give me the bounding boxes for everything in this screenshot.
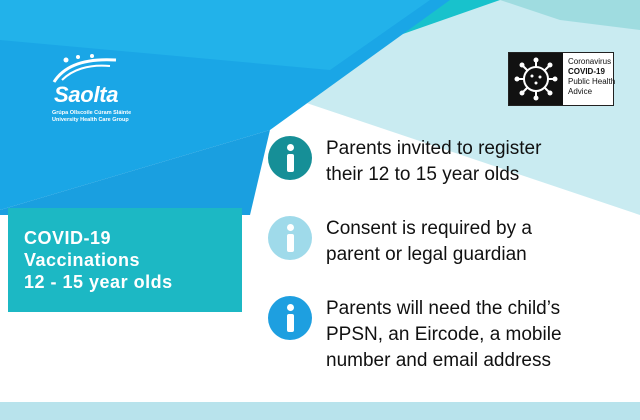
- info-icon: [268, 296, 312, 340]
- coronavirus-icon: [509, 53, 563, 105]
- info-text: [326, 216, 626, 268]
- title-line-2: Vaccinations: [24, 250, 141, 270]
- logo-line-english: University Health Care Group: [52, 117, 129, 123]
- info-line: Consent is required by a: [326, 218, 532, 239]
- title-box: [8, 208, 242, 312]
- saolta-logo: [48, 52, 178, 122]
- logo-line-irish: Grúpa Ollscoile Cúram Sláinte: [52, 110, 132, 116]
- info-line: parent or legal guardian: [326, 244, 527, 265]
- title-line-1: COVID-19: [24, 228, 112, 248]
- badge-line-coronavirus: Coronavirus: [568, 57, 612, 66]
- badge-line-public-health: Public Health: [568, 77, 616, 86]
- info-line: their 12 to 15 year olds: [326, 164, 520, 185]
- info-text: [326, 136, 626, 188]
- info-icon: [268, 216, 312, 260]
- logo-name: Saolta: [54, 82, 119, 107]
- badge-line-advice: Advice: [568, 87, 593, 96]
- title-line-3: 12 - 15 year olds: [24, 272, 173, 292]
- public-health-advice-badge: [508, 52, 614, 106]
- info-text: [326, 296, 626, 374]
- info-line: Parents will need the child’s: [326, 298, 561, 319]
- badge-line-covid: COVID-19: [568, 67, 605, 76]
- bottom-strip: [0, 402, 640, 420]
- info-line: number and email address: [326, 350, 551, 371]
- info-icon: [268, 136, 312, 180]
- info-line: PPSN, an Eircode, a mobile: [326, 324, 562, 345]
- badge-text: [568, 57, 615, 97]
- saolta-swoosh-icon: [48, 52, 128, 86]
- info-line: Parents invited to register: [326, 138, 542, 159]
